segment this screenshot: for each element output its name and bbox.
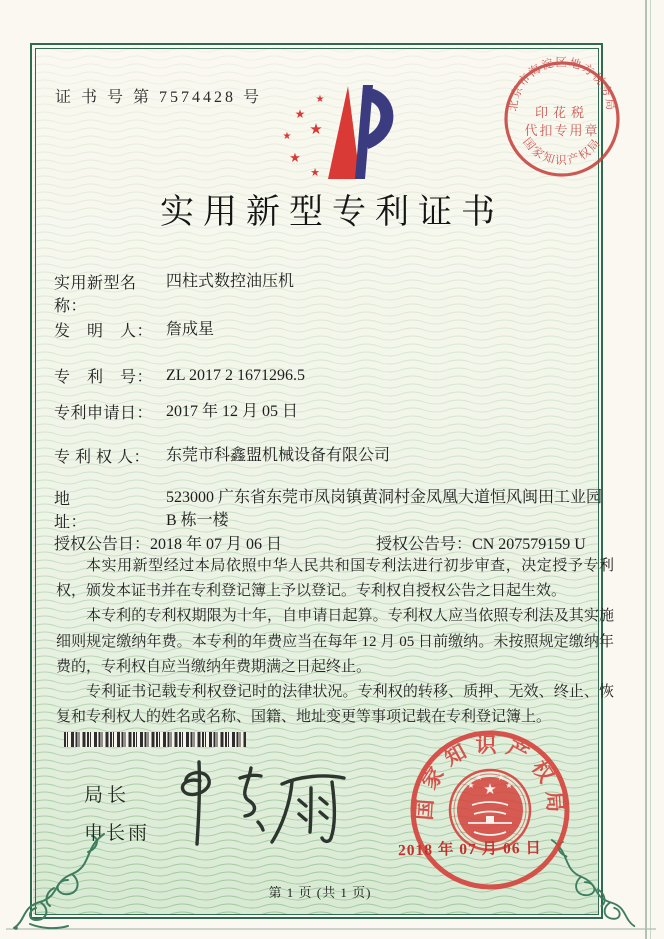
- tax-stamp-line1: 印花税: [534, 105, 590, 120]
- seal-date: 2018 年 07 月 06 日: [397, 839, 543, 860]
- main-seal-arc-text: 国家知识产权局: [412, 732, 568, 821]
- field-label: 授权公告号：: [376, 536, 473, 553]
- field-value: ZL 2017 2 1671296.5: [166, 367, 305, 384]
- field-patent-number: [54, 364, 614, 387]
- field-label: 专利申请日：: [54, 405, 154, 422]
- tax-stamp-arc-bottom-text: 国家知识产权局: [520, 136, 604, 168]
- star-icon: ★: [309, 122, 323, 138]
- star-icon: ★: [497, 773, 505, 782]
- certificate-title: 实用新型专利证书: [160, 194, 504, 231]
- field-value: CN 207579159 U: [472, 536, 586, 553]
- field-value: 东莞市科鑫盟机械设备有限公司: [166, 447, 391, 464]
- tax-stamp-line2: 代扣专用章: [524, 123, 600, 138]
- scan-edge-right-outer: [650, 0, 651, 939]
- field-patentee: [54, 444, 614, 467]
- star-icon: ★: [505, 781, 513, 790]
- field-value: 2017 年 12 月 05 日: [166, 403, 299, 420]
- signature-handwriting-icon: [148, 748, 353, 858]
- field-label: 专 利 号：: [54, 369, 154, 386]
- field-address: [54, 486, 614, 532]
- field-value: 523000 广东省东莞市凤岗镇黄洞村金凤凰大道恒风闽田工业园 B 栋一楼: [166, 489, 603, 530]
- field-label: 授权公告日：: [54, 536, 151, 553]
- director-name: 申长雨: [84, 823, 151, 844]
- field-label: 发 明 人：: [54, 323, 154, 340]
- legal-text-block: [56, 554, 614, 730]
- star-icon: ★: [282, 131, 292, 142]
- tax-stamp-seal: [498, 56, 626, 184]
- star-icon: ★: [294, 107, 306, 121]
- field-value: 四柱式数控油压机: [166, 273, 295, 290]
- field-label: 专 利 权 人：: [54, 449, 151, 466]
- field-label: 实用新型名称：: [54, 275, 137, 315]
- star-icon: ★: [310, 167, 320, 179]
- star-icon: ★: [289, 150, 301, 165]
- page-footer: 第 1 页 (共 1 页): [268, 885, 372, 900]
- star-icon: ★: [483, 782, 497, 798]
- legal-paragraph-1: 本实用新型经过本局依照中华人民共和国专利法进行初步审查，决定授予专利权，颁发本证书并在专利登记簿上予以登记。专利权自授权公告之日起生效。: [56, 558, 614, 600]
- star-icon: ★: [467, 781, 475, 790]
- field-grant-row: [54, 531, 614, 554]
- field-filing-date: [54, 400, 614, 423]
- legal-paragraph-3: 专利证书记载专利权登记时的法律状况。专利权的转移、质押、无效、终止、恢复和专利权人的姓名或名称、国籍、地址变更等事项记载在专利登记簿上。: [56, 683, 614, 726]
- cnipa-official-seal: [404, 726, 576, 898]
- field-grant-number: [376, 531, 586, 554]
- cnipa-logo-icon: [276, 82, 400, 186]
- tax-stamp-arc-top-text: 北京市海淀区地方税务局: [507, 56, 617, 113]
- director-signature: [148, 748, 353, 863]
- director-title: 局长: [84, 785, 131, 806]
- svg-text:国家知识产权局: [520, 135, 604, 167]
- star-icon: ★: [315, 94, 325, 105]
- field-label: 地 址：: [54, 491, 137, 531]
- scan-edge-right: [645, 0, 647, 939]
- field-value: 詹成星: [166, 321, 215, 338]
- svg-text:北京市海淀区地方税务局: [507, 56, 618, 112]
- legal-paragraph-2: 本专利的专利权期限为十年，自申请日起算。专利权人应当依照专利法及其实施细则规定缴纳年费。本专利的年费应当在每年 12 月 05 日前缴纳。未按照规定缴纳年费的，专利权自应当缴纳年费期满之日起终止。: [56, 608, 614, 675]
- field-inventor: [54, 318, 614, 341]
- field-value: 2018 年 07 月 06 日: [150, 536, 283, 553]
- star-icon: ★: [475, 773, 483, 782]
- certificate-number: 证 书 号 第 7574428 号: [55, 89, 263, 106]
- barcode: [64, 732, 246, 747]
- field-utility-model-name: [54, 270, 614, 316]
